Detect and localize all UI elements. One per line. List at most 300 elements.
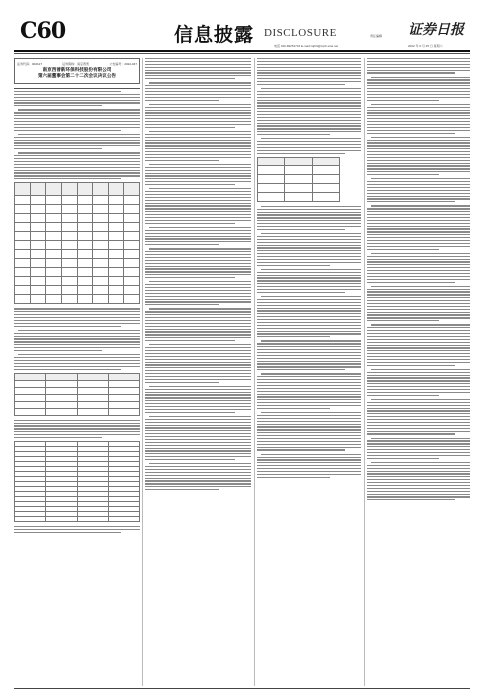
text-line — [14, 170, 140, 171]
table-cell — [61, 268, 77, 277]
text-line — [257, 217, 361, 218]
text-line — [257, 438, 361, 439]
text-line — [367, 282, 455, 283]
text-line — [149, 344, 251, 345]
text-line — [367, 174, 439, 175]
text-line — [257, 209, 361, 210]
table-cell — [93, 232, 109, 241]
text-block — [145, 58, 251, 79]
text-line — [371, 324, 470, 325]
text-line — [367, 405, 470, 406]
table-cell — [46, 277, 62, 286]
table-cell — [61, 223, 77, 232]
table-cell — [30, 268, 46, 277]
text-line — [145, 436, 251, 437]
table-cell — [46, 408, 77, 415]
text-line — [145, 94, 251, 95]
text-line — [145, 450, 251, 451]
text-block — [14, 526, 140, 533]
text-block — [145, 281, 251, 305]
text-line — [367, 94, 470, 95]
text-line — [367, 168, 470, 169]
table-cell — [108, 183, 124, 196]
table-cell — [15, 401, 46, 408]
text-line — [367, 127, 470, 128]
text-line — [14, 112, 140, 113]
text-block — [14, 88, 140, 106]
text-line — [14, 434, 140, 435]
text-line — [261, 269, 361, 270]
text-line — [367, 249, 439, 250]
table-cell — [77, 214, 93, 223]
text-block — [257, 373, 361, 409]
text-line — [367, 61, 470, 62]
text-line — [367, 342, 470, 343]
table-cell — [312, 165, 339, 174]
text-line — [367, 184, 470, 185]
text-line — [257, 226, 361, 227]
table-cell — [30, 250, 46, 259]
text-line — [367, 465, 470, 466]
table-cell — [15, 286, 31, 295]
text-line — [367, 70, 470, 71]
notice-number: 公告编号：2022-047 — [109, 62, 137, 66]
notice-title: 第六届董事会第二十二次会议决议公告 — [37, 74, 117, 79]
text-line — [367, 151, 470, 152]
table-cell — [124, 196, 140, 205]
text-line — [145, 178, 251, 179]
table-cell — [108, 223, 124, 232]
editor-credit: 责任编辑 — [370, 34, 383, 38]
table-cell — [124, 232, 140, 241]
text-line — [257, 328, 361, 329]
text-line — [367, 433, 455, 434]
text-line — [261, 296, 361, 297]
table-cell — [30, 232, 46, 241]
text-line — [145, 181, 251, 182]
table-cell — [93, 277, 109, 286]
text-line — [14, 320, 140, 321]
text-line — [257, 325, 361, 326]
table-cell — [258, 192, 285, 201]
text-line — [367, 97, 470, 98]
text-line — [257, 147, 361, 148]
table-cell — [30, 214, 46, 223]
text-block — [145, 131, 251, 161]
text-line — [149, 131, 251, 132]
text-line — [257, 108, 361, 109]
text-line — [371, 286, 470, 287]
table-cell — [15, 277, 31, 286]
text-line — [145, 148, 251, 149]
table-cell — [77, 373, 108, 380]
text-line — [367, 226, 470, 227]
column-3 — [257, 58, 361, 686]
data-table — [14, 441, 140, 522]
text-line — [145, 373, 251, 374]
text-line — [367, 181, 470, 182]
text-line — [257, 418, 361, 419]
text-line — [367, 455, 470, 456]
table-cell — [108, 394, 139, 401]
text-line — [257, 459, 361, 460]
text-line — [145, 459, 235, 460]
table-cell — [312, 157, 339, 165]
text-line — [367, 273, 470, 274]
text-line — [257, 223, 361, 224]
text-line — [145, 251, 251, 252]
text-block — [367, 399, 470, 435]
text-line — [367, 320, 439, 321]
text-block — [257, 88, 361, 135]
text-line — [14, 338, 140, 339]
text-line — [145, 486, 251, 487]
text-line — [257, 441, 361, 442]
text-line — [145, 75, 251, 76]
text-line — [371, 253, 470, 254]
text-line — [145, 478, 251, 479]
text-line — [145, 277, 235, 278]
table-cell — [77, 232, 93, 241]
text-line — [367, 317, 470, 318]
text-line — [367, 243, 470, 244]
text-line — [14, 360, 140, 361]
text-line — [257, 67, 361, 68]
text-block — [257, 206, 361, 230]
table-cell — [312, 192, 339, 201]
text-line — [257, 462, 361, 463]
text-line — [257, 289, 361, 290]
text-line — [257, 322, 361, 323]
table-cell — [46, 183, 62, 196]
text-line — [145, 359, 251, 360]
table-cell — [61, 205, 77, 214]
text-line — [145, 394, 251, 395]
text-line — [257, 388, 361, 389]
table-cell — [15, 295, 31, 304]
text-line — [367, 375, 470, 376]
text-block — [367, 253, 470, 283]
table-cell — [15, 196, 31, 205]
text-line — [257, 265, 330, 266]
section-title: 信息披露 — [174, 24, 255, 46]
text-line — [257, 449, 345, 450]
text-line — [149, 281, 251, 282]
table-cell — [61, 295, 77, 304]
text-line — [257, 275, 361, 276]
text-line — [367, 145, 470, 146]
text-line — [367, 485, 470, 486]
table-cell — [77, 205, 93, 214]
text-line — [257, 399, 361, 400]
text-line — [149, 248, 251, 249]
text-line — [367, 306, 470, 307]
text-line — [145, 331, 251, 332]
table-cell — [77, 295, 93, 304]
text-line — [367, 234, 470, 235]
text-line — [257, 363, 361, 364]
text-line — [145, 442, 251, 443]
text-line — [14, 148, 102, 149]
text-line — [257, 78, 361, 79]
text-line — [145, 238, 251, 239]
table-cell — [93, 241, 109, 250]
text-line — [257, 283, 361, 284]
text-line — [14, 91, 121, 92]
text-block — [14, 420, 140, 438]
table-cell — [46, 380, 77, 387]
table-cell — [285, 174, 312, 183]
text-line — [145, 326, 251, 327]
text-block — [367, 369, 470, 396]
text-line — [145, 299, 251, 300]
text-line — [14, 121, 140, 122]
text-line — [257, 262, 361, 263]
text-line — [145, 160, 219, 161]
text-line — [149, 164, 251, 165]
text-line — [257, 471, 361, 472]
text-block — [367, 462, 470, 501]
text-line — [14, 127, 140, 128]
table-cell — [285, 192, 312, 201]
table-cell — [285, 165, 312, 174]
text-line — [367, 160, 470, 161]
text-line — [145, 412, 235, 413]
table-cell — [15, 205, 31, 214]
table-cell — [46, 295, 62, 304]
text-block — [367, 286, 470, 322]
table-cell — [77, 387, 108, 394]
text-line — [257, 150, 361, 151]
text-line — [257, 292, 345, 293]
text-line — [367, 413, 470, 414]
text-line — [145, 370, 251, 371]
text-line — [367, 110, 470, 111]
table-cell — [108, 517, 139, 522]
text-line — [257, 465, 361, 466]
text-line — [257, 61, 361, 62]
text-line — [367, 350, 470, 351]
text-line — [145, 173, 251, 174]
text-line — [367, 479, 470, 480]
text-line — [145, 445, 251, 446]
notice-header — [14, 58, 140, 84]
text-line — [257, 429, 361, 430]
text-line — [14, 423, 140, 424]
table-cell — [93, 214, 109, 223]
text-line — [367, 82, 470, 83]
table-cell — [124, 295, 140, 304]
text-line — [257, 84, 345, 85]
text-line — [14, 333, 140, 334]
table-cell — [93, 259, 109, 268]
text-line — [14, 118, 140, 119]
text-line — [261, 373, 361, 374]
table-cell — [77, 183, 93, 196]
text-block — [257, 138, 361, 154]
text-line — [257, 385, 361, 386]
text-line — [367, 380, 470, 381]
text-line — [14, 425, 140, 426]
text-line — [367, 140, 470, 141]
text-line — [145, 397, 251, 398]
text-block — [14, 134, 140, 150]
text-line — [257, 245, 361, 246]
table-cell — [108, 196, 124, 205]
text-line — [14, 431, 140, 432]
text-line — [14, 323, 140, 324]
text-line — [257, 253, 361, 254]
table-cell — [124, 286, 140, 295]
text-line — [367, 443, 470, 444]
table-cell — [108, 268, 124, 277]
text-block — [145, 104, 251, 128]
text-line — [257, 125, 361, 126]
text-line — [145, 118, 251, 119]
text-line — [257, 286, 361, 287]
text-line — [367, 473, 470, 474]
text-line — [261, 412, 361, 413]
text-block — [14, 308, 140, 326]
text-line — [367, 133, 455, 134]
text-line — [149, 463, 251, 464]
text-line — [145, 301, 251, 302]
text-line — [145, 268, 251, 269]
text-line — [367, 494, 470, 495]
table-cell — [30, 223, 46, 232]
table-cell — [15, 232, 31, 241]
table-cell — [77, 259, 93, 268]
text-line — [367, 240, 470, 241]
text-block — [367, 324, 470, 365]
text-line — [145, 154, 251, 155]
text-line — [145, 217, 251, 218]
text-block — [367, 438, 470, 459]
text-line — [257, 72, 361, 73]
table-cell — [108, 295, 124, 304]
data-table — [14, 182, 140, 304]
text-line — [145, 170, 251, 171]
text-line — [145, 483, 251, 484]
text-line — [145, 72, 251, 73]
text-line — [14, 366, 140, 367]
text-block — [367, 104, 470, 134]
text-line — [145, 419, 251, 420]
text-line — [367, 142, 470, 143]
text-line — [145, 293, 251, 294]
table-cell — [93, 250, 109, 259]
table-cell — [108, 408, 139, 415]
table-cell — [15, 373, 46, 380]
table-cell — [15, 214, 31, 223]
text-block — [145, 416, 251, 460]
text-line — [367, 157, 470, 158]
text-line — [367, 246, 470, 247]
text-line — [145, 61, 251, 62]
text-line — [18, 152, 140, 153]
text-line — [257, 302, 361, 303]
text-line — [145, 400, 251, 401]
text-line — [14, 341, 140, 342]
table-cell — [108, 241, 124, 250]
text-line — [145, 233, 251, 234]
text-line — [145, 91, 251, 92]
table-cell — [124, 268, 140, 277]
text-line — [145, 211, 251, 212]
text-line — [145, 203, 251, 204]
text-line — [145, 320, 251, 321]
text-block — [145, 308, 251, 341]
table-cell — [46, 196, 62, 205]
text-line — [145, 230, 251, 231]
data-table — [257, 157, 340, 202]
text-line — [257, 310, 361, 311]
text-line — [145, 184, 235, 185]
text-line — [371, 104, 470, 105]
text-line — [367, 416, 470, 417]
text-line — [149, 416, 251, 417]
table-cell — [61, 183, 77, 196]
text-line — [14, 437, 102, 438]
text-line — [145, 88, 251, 89]
table-cell — [61, 232, 77, 241]
stock-code: 证券代码：002127 — [17, 62, 43, 66]
text-line — [14, 347, 140, 348]
text-line — [145, 314, 251, 315]
text-line — [367, 58, 470, 59]
text-line — [367, 79, 470, 80]
text-line — [257, 382, 361, 383]
text-line — [367, 91, 470, 92]
text-line — [257, 358, 361, 359]
text-block — [14, 354, 140, 370]
newspaper-logo: 证券日报 — [408, 22, 464, 38]
stock-abbr: 证券简称：南京西普 — [62, 62, 90, 66]
text-line — [367, 264, 470, 265]
text-line — [145, 194, 251, 195]
text-line — [14, 145, 140, 146]
table-cell — [108, 286, 124, 295]
text-line — [367, 383, 470, 384]
text-line — [145, 266, 251, 267]
text-line — [367, 289, 470, 290]
table-cell — [77, 250, 93, 259]
text-line — [145, 151, 251, 152]
text-line — [367, 256, 470, 257]
table-cell — [15, 517, 46, 522]
text-line — [257, 333, 361, 334]
table-cell — [77, 286, 93, 295]
text-block — [145, 386, 251, 413]
text-line — [18, 134, 140, 135]
text-line — [367, 419, 470, 420]
text-line — [145, 296, 251, 297]
text-line — [145, 376, 251, 377]
text-block — [257, 58, 361, 85]
text-line — [257, 352, 361, 353]
text-line — [257, 280, 361, 281]
text-line — [367, 107, 470, 108]
text-block — [145, 164, 251, 185]
text-line — [149, 227, 251, 228]
table-cell — [61, 286, 77, 295]
text-line — [149, 386, 251, 387]
text-line — [367, 124, 470, 125]
table-cell — [15, 223, 31, 232]
text-line — [149, 188, 251, 189]
text-line — [367, 228, 470, 229]
text-line — [367, 267, 470, 268]
